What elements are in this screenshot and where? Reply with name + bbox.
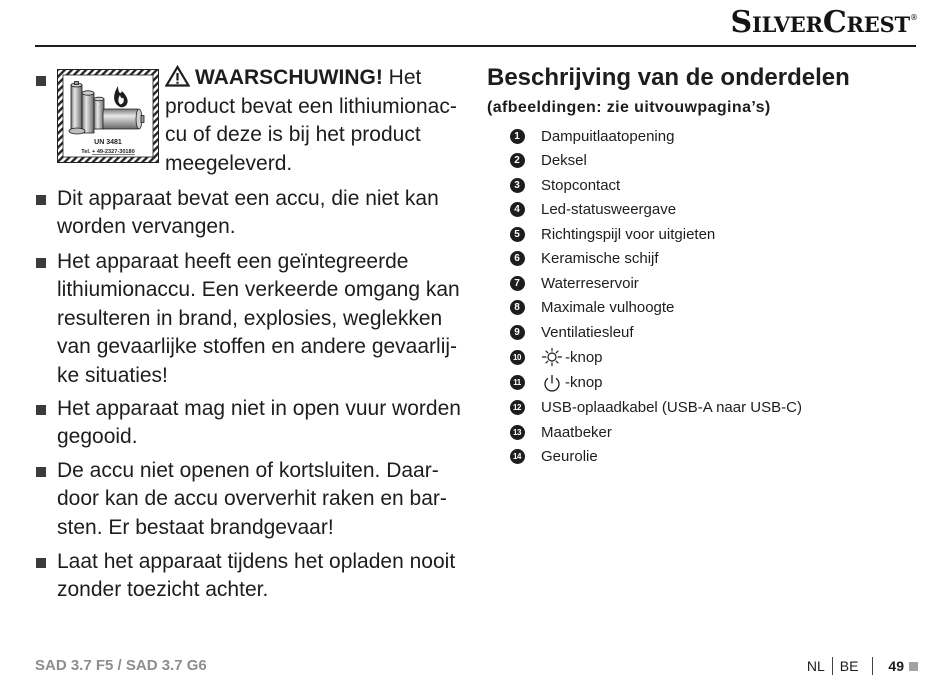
part-label: Dampuitlaatopening (541, 127, 675, 145)
part-item (510, 246, 802, 271)
part-label: Stopcontact (541, 176, 621, 194)
part-item (510, 344, 802, 370)
part-item (510, 420, 802, 445)
paragraph-line: zonder toezicht achter. (57, 578, 269, 602)
language-code: NL (806, 658, 825, 674)
part-number: 5 (510, 227, 525, 242)
separator (872, 657, 873, 675)
part-number: 3 (510, 178, 525, 193)
part-number: 6 (510, 251, 525, 266)
header-rule (35, 45, 916, 47)
label-un-number: UN 3481 (94, 139, 122, 146)
paragraph-line: meegeleverd. (165, 151, 293, 175)
part-label: Richtingspijl voor uitgieten (541, 225, 716, 243)
model-number: SAD 3.7 F5 / SAD 3.7 G6 (35, 657, 207, 674)
bullet-marker (36, 467, 46, 477)
page-number: 49 (888, 658, 904, 674)
safety-paragraph (57, 457, 447, 543)
bullet-marker (36, 195, 46, 205)
bullet-marker (36, 76, 46, 86)
paragraph-line: door kan de accu oververhit raken en bar- (57, 487, 447, 511)
paragraph-line: van gevaarlijke stoffen en andere gevaarlij- (57, 335, 458, 359)
part-number: 14 (510, 449, 525, 464)
paragraph-line: Het apparaat mag niet in open vuur worden (57, 396, 461, 420)
part-label: Maatbeker (541, 423, 612, 441)
paragraph-line: ke situaties! (57, 363, 168, 387)
part-item (510, 271, 802, 296)
part-number: 9 (510, 325, 525, 340)
part-label: -knop (565, 374, 603, 391)
part-number: 7 (510, 276, 525, 291)
part-item (510, 197, 802, 222)
part-label: Deksel (541, 152, 587, 169)
bullet-marker (36, 405, 46, 415)
part-item (510, 395, 802, 420)
separator (832, 657, 833, 675)
bullet-marker (36, 558, 46, 568)
paragraph-line: resulteren in brand, explosies, weglekken (57, 306, 443, 330)
warning-triangle-icon (165, 65, 190, 87)
section-subheading: (afbeeldingen: zie uitvouwpagina’s) (487, 99, 771, 116)
battery-warning-label (57, 69, 159, 163)
paragraph-line: product bevat een lithiumionac- (165, 94, 457, 118)
section-heading: Beschrijving van de onderdelen (487, 64, 850, 91)
part-number: 8 (510, 300, 525, 315)
part-label: Geurolie (541, 448, 598, 465)
part-item (510, 124, 802, 149)
label-phone (81, 149, 135, 155)
part-label: Keramische schijf (541, 250, 659, 267)
part-number: 10 (510, 350, 525, 365)
brand-logo: SilverCrest (730, 5, 910, 40)
part-number: 1 (510, 129, 525, 144)
part-item (510, 444, 802, 469)
part-number: 2 (510, 153, 525, 168)
part-label: Maximale vulhoogte (541, 299, 675, 316)
bullet-marker (36, 258, 46, 268)
part-label: Ventilatiesleuf (541, 323, 634, 341)
paragraph-line: sten. Er bestaat brandgevaar! (57, 515, 334, 539)
part-item (510, 173, 802, 198)
label-phone-prefix: Tel. (81, 149, 91, 155)
power-icon (541, 373, 563, 393)
language-code: BE (839, 658, 859, 674)
part-number: 11 (510, 375, 525, 390)
paragraph-text: Het (388, 66, 422, 89)
warning-line (165, 64, 457, 93)
paragraph-line: cu of deze is bij het product (165, 123, 421, 147)
part-item (510, 222, 802, 247)
part-item (510, 295, 802, 320)
paragraph-line: worden vervangen. (57, 215, 236, 239)
label-phone-number: + 49-2327-30180 (92, 149, 135, 155)
safety-paragraph (57, 395, 461, 452)
part-number: 4 (510, 202, 525, 217)
part-number: 12 (510, 400, 525, 415)
paragraph-line: lithiumionaccu. Een verkeerde omgang kan (57, 278, 460, 302)
safety-paragraph (57, 185, 439, 242)
safety-paragraph (57, 548, 455, 605)
sun-icon (541, 347, 563, 367)
part-item (510, 370, 802, 396)
part-label: USB-oplaadkabel (USB-A naar USB-C) (541, 399, 802, 416)
paragraph-line: gegooid. (57, 425, 138, 449)
paragraph-line: Het apparaat heeft een geïntegreerde (57, 249, 409, 273)
page-info (807, 656, 918, 676)
warning-title: WAARSCHUWING! (195, 66, 383, 89)
page-marker (909, 662, 918, 671)
part-item (510, 320, 802, 345)
part-number: 13 (510, 425, 525, 440)
paragraph-line: Dit apparaat bevat een accu, die niet kan (57, 186, 439, 210)
parts-list (510, 124, 802, 469)
warning-paragraph (165, 64, 457, 178)
registered-mark: ® (910, 13, 918, 22)
paragraph-line: Laat het apparaat tijdens het opladen nooit (57, 549, 456, 573)
safety-paragraph (57, 248, 460, 391)
part-label: -knop (565, 348, 603, 366)
paragraph-line: De accu niet openen of kortsluiten. Daar- (57, 458, 439, 482)
part-label: Waterreservoir (541, 274, 639, 292)
part-item (510, 148, 802, 173)
part-label: Led-statusweergave (541, 201, 677, 218)
